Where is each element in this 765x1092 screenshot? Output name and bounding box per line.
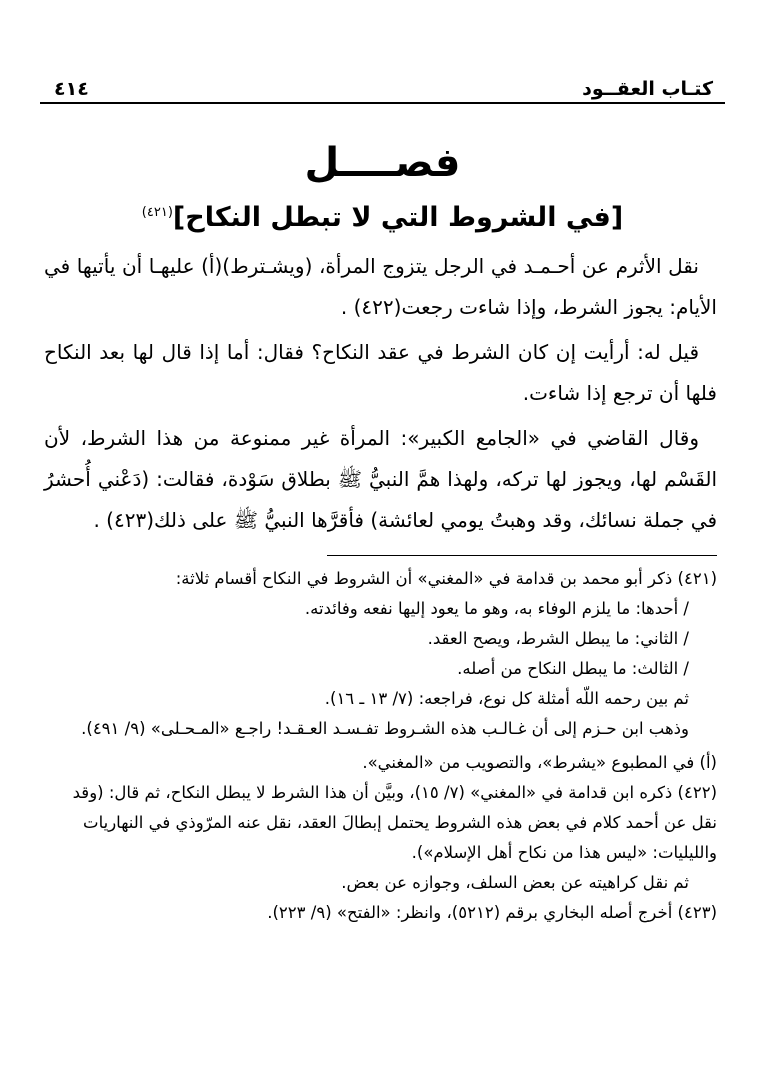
page-number: ٤١٤ xyxy=(54,78,89,100)
chapter-title-text: [في الشروط التي لا تبطل النكاح] xyxy=(172,202,624,233)
footnote-423: (٤٢٣) أخرج أصله البخاري برقم (٥٢١٢)، وانظر: «الفتح» (٩/ ٢٢٣). xyxy=(267,903,717,922)
book-title: كتـاب العقــود xyxy=(582,78,713,100)
paragraph-2: قيل له: أرأيت إن كان الشرط في عقد النكاح؟ فقال: أما إذا قال لها بعد النكاح فلها أن ترجع إذا شاءت. xyxy=(44,340,717,405)
footnote-421-item-2: / الثاني: ما يبطل الشرط، ويصح العقد. xyxy=(427,629,689,648)
main-text xyxy=(0,246,765,545)
footnote-separator xyxy=(327,555,717,556)
footnotes xyxy=(44,564,717,928)
chapter-title xyxy=(0,202,765,233)
footnote-422: (٤٢٢) ذكره ابن قدامة في «المغني» (٧/ ١٥)، وبيَّن أن هذا الشرط لا يبطل النكاح، ثم قال: (وقد نقل عن أحمد كلام في بعض هذه الشروط يحتمل إبطالَ العقد، نقل عنه المرّوذي في النهاريات والليليات: «ليس هذا من نكاح أهل الإسلام»). xyxy=(72,783,717,862)
footnote-421-continuation: ثم بين رحمه اللّه أمثلة كل نوع، فراجعه: (٧/ ١٣ ـ ١٦). xyxy=(324,689,689,708)
footnote-421: (٤٢١) ذكر أبو محمد بن قدامة في «المغني» أن الشروط في النكاح أقسام ثلاثة: xyxy=(175,569,717,588)
footnote-421-item-1: / أحدها: ما يلزم الوفاء به، وهو ما يعود إليها نفعه وفائدته. xyxy=(304,599,689,618)
footnote-422-continuation: ثم نقل كراهيته عن بعض السلف، وجوازه عن بعض. xyxy=(341,873,689,892)
chapter-footnote-ref: (٤٢١) xyxy=(141,205,173,220)
running-header xyxy=(40,72,725,104)
footnote-421-continuation-2: وذهب ابن حـزم إلى أن غـالـب هذه الشـروط تفـسـد العـقـد! راجـع «المـحـلى» (٩/ ٤٩١). xyxy=(81,719,689,738)
paragraph-3: وقال القاضي في «الجامع الكبير»: المرأة غير ممنوعة من هذا الشرط، لأن القَسْم لها، ويجوز لها تركه، ولهذا همَّ النبيُّ ﷺ بطلاق سَوْدة، فقالت: (دَعْني أُحشرُ في جملة نسائك، وقد وهبتُ يومي لعائشة) فأقرَّها النبيُّ ﷺ على ذلك(٤٢٣) . xyxy=(44,426,717,532)
section-heading: فصــــل xyxy=(304,140,461,186)
footnote-a: (أ) في المطبوع «يشرط»، والتصويب من «المغني». xyxy=(362,753,717,772)
footnote-421-item-3: / الثالث: ما يبطل النكاح من أصله. xyxy=(457,659,689,678)
paragraph-1: نقل الأثرم عن أحـمـد في الرجل يتزوج المرأة، (ويشـترط)(أ) عليهـا أن يأتيها في الأيام: يجوز الشرط، وإذا شاءت رجعت(٤٢٢) . xyxy=(44,254,717,319)
